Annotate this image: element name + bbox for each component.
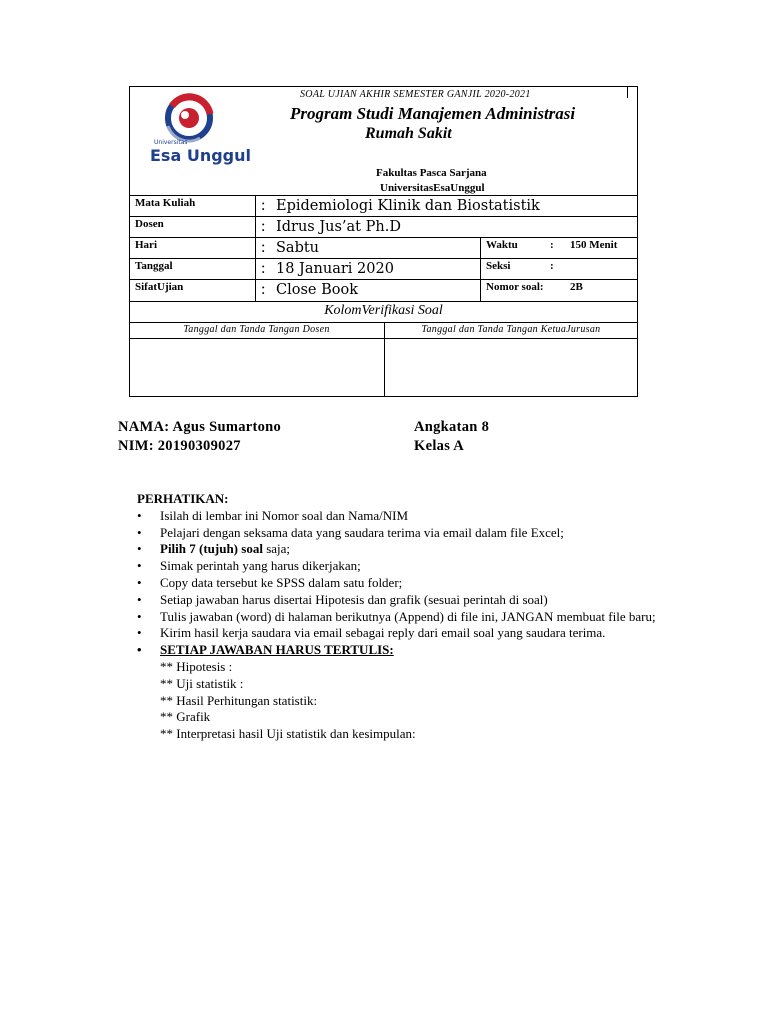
verification-title: KolomVerifikasi Soal (324, 303, 443, 318)
corner-tick (627, 86, 628, 98)
instructions-heading: PERHATIKAN: (137, 491, 229, 506)
row-divider (129, 301, 638, 302)
tanggal-label: Tanggal (135, 260, 173, 272)
nomor-soal-label: Nomor soal: (486, 281, 544, 293)
list-item: • Pilih 7 (tujuh) soal saja; (137, 541, 291, 557)
sub-item: ** Uji statistik : (160, 675, 244, 691)
list-item: • Isilah di lembar ini Nomor soal dan Nama/NIM (137, 507, 409, 523)
head-signature-box (385, 339, 637, 396)
tanggal-value: 18 Januari 2020 (276, 261, 394, 277)
row-divider (129, 279, 638, 280)
sub-item: ** Grafik (160, 709, 211, 725)
student-angkatan: Angkatan 8 (414, 419, 490, 435)
program-line2: Rumah Sakit (365, 125, 452, 142)
bullet-icon: • (137, 591, 142, 607)
nomor-soal-value: 2B (570, 281, 583, 293)
faculty: Fakultas Pasca Sarjana (376, 167, 487, 179)
row-divider (129, 237, 638, 238)
lecturer-signature-caption: Tanggal dan Tanda Tangan Dosen (183, 324, 330, 335)
waktu-value: 150 Menit (570, 239, 618, 251)
hari-value: Sabtu (276, 240, 320, 256)
list-item: • Tulis jawaban (word) di halaman berikutnya (Append) di file ini, JANGAN membuat file baru; (137, 608, 656, 624)
seksi-label: Seksi (486, 260, 511, 272)
dosen-value: Idrus Jus’at Ph.D (276, 219, 401, 235)
list-item: • Pelajari dengan seksama data yang saudara terima via email dalam file Excel; (137, 524, 564, 540)
mata-kuliah-label: Mata Kuliah (135, 197, 196, 209)
program-line1: Program Studi Manajemen Administrasi (290, 104, 576, 123)
row-divider (129, 195, 638, 196)
student-name: NAMA: Agus Sumartono (118, 419, 282, 435)
colon: : (261, 197, 266, 214)
colon: : (550, 239, 554, 251)
col-divider (480, 237, 481, 301)
colon: : (261, 260, 266, 277)
waktu-label: Waktu (486, 239, 518, 251)
sub-item: ** Interpretasi hasil Uji statistik dan kesimpulan: (160, 726, 416, 742)
instructions (137, 491, 657, 743)
hari-label: Hari (135, 239, 157, 251)
colon: : (550, 260, 554, 272)
logo-small-text: Universitas (154, 139, 188, 146)
sub-item: ** Hasil Perhitungan statistik: (160, 692, 318, 708)
bullet-icon: • (137, 507, 142, 523)
bullet-icon: • (137, 558, 142, 574)
instructions-list (137, 508, 657, 659)
bullet-icon: • (137, 625, 142, 641)
bullet-icon: • (137, 574, 142, 590)
lecturer-signature-box (130, 339, 383, 396)
bullet-icon: • (137, 608, 142, 624)
bullet-icon: • (137, 541, 142, 557)
sub-item: ** Hipotesis : (160, 658, 233, 674)
university-logo (140, 92, 250, 167)
sifat-ujian-label: SifatUjian (135, 281, 184, 293)
bullet-icon: • (137, 642, 142, 658)
list-item: • Setiap jawaban harus disertai Hipotesis dan grafik (sesuai perintah di soal) (137, 591, 548, 607)
bold-instruction: Pilih 7 (tujuh) soal (160, 541, 263, 557)
student-nim: NIM: 20190309027 (118, 438, 241, 454)
logo-big-text: Esa Unggul (150, 146, 251, 165)
dosen-label: Dosen (135, 218, 164, 230)
list-item: • Copy data tersebut ke SPSS dalam satu folder; (137, 574, 403, 590)
head-signature-caption: Tanggal dan Tanda Tangan KetuaJurusan (421, 324, 601, 335)
row-divider (129, 216, 638, 217)
list-item: • Kirim hasil kerja saudara via email sebagai reply dari email soal yang saudara terima. (137, 625, 606, 641)
colon: : (261, 281, 266, 298)
student-kelas: Kelas A (414, 438, 465, 454)
sifat-ujian-value: Close Book (276, 282, 358, 298)
colon: : (261, 218, 266, 235)
exam-title: SOAL UJIAN AKHIR SEMESTER GANJIL 2020-2021 (300, 89, 531, 100)
university-name: UniversitasEsaUnggul (380, 182, 485, 194)
colon: : (261, 239, 266, 256)
list-item: • SETIAP JAWABAN HARUS TERTULIS: (137, 642, 394, 658)
col-divider (255, 195, 256, 301)
row-divider (129, 258, 638, 259)
bullet-icon: • (137, 524, 142, 540)
list-item: • Simak perintah yang harus dikerjakan; (137, 558, 361, 574)
mata-kuliah-value: Epidemiologi Klinik dan Biostatistik (276, 198, 540, 214)
